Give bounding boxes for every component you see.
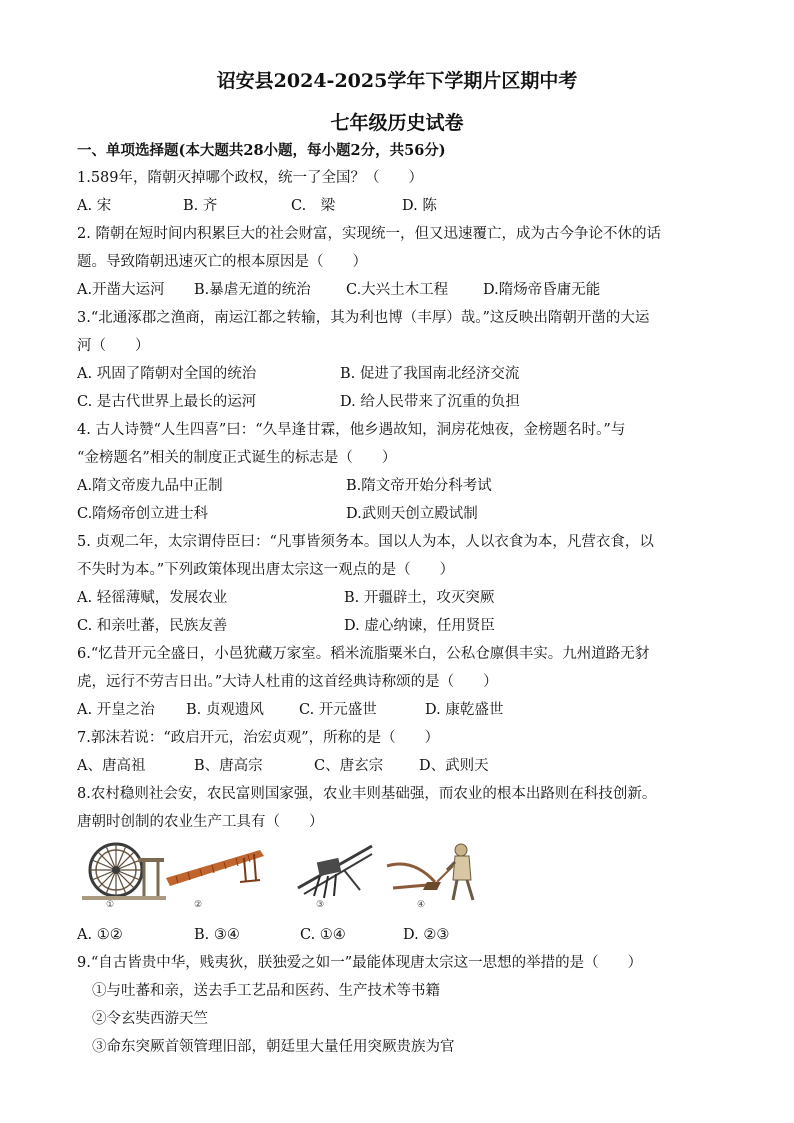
option-c[interactable]: C.隋炀帝创立进士科 [77, 506, 209, 522]
question-8-stem-line2: 唐朝时创制的农业生产工具有（ ） [77, 814, 324, 830]
question-3-stem-line2: 河（ ） [77, 338, 150, 354]
water-wheel-image [78, 838, 168, 908]
question-5-stem-line1: 5. 贞观二年，太宗谓侍臣曰：“凡事皆须务本。国以人为本，人以衣食为本，凡营衣食，以 [77, 534, 654, 550]
section-heading: 一、单项选择题(本大题共28小题，每小题2分，共56分) [77, 142, 446, 159]
option-a[interactable]: A.隋文帝废九品中正制 [77, 478, 223, 494]
option-c[interactable]: C. 是古代世界上最长的运河 [77, 394, 257, 410]
option-b[interactable]: B.隋文帝开始分科考试 [346, 478, 492, 494]
exam-title: 诏安县2024-2025学年下学期片区期中考 [216, 70, 578, 92]
question-9-item-2: ②令玄奘西游天竺 [92, 1011, 208, 1027]
question-9-item-3: ③命东突厥首领管理旧部，朝廷里大量任用突厥贵族为官 [92, 1039, 455, 1055]
exam-subtitle: 七年级历史试卷 [330, 112, 464, 134]
option-c[interactable]: C.大兴土木工程 [346, 282, 449, 298]
option-b[interactable]: B. 贞观遗风 [186, 702, 264, 718]
question-2-stem-line1: 2. 隋朝在短时间内积累巨大的社会财富，实现统一，但又迅速覆亡，成为古今争论不休的话 [77, 226, 661, 242]
option-d[interactable]: D.隋炀帝昏庸无能 [483, 282, 601, 298]
option-d[interactable]: D. ②③ [403, 927, 450, 943]
option-d[interactable]: D. 陈 [402, 198, 437, 214]
option-c[interactable]: C. ①④ [300, 927, 346, 943]
option-a[interactable]: A.开凿大运河 [77, 282, 165, 298]
figure-label-1: ① [106, 900, 115, 910]
option-c[interactable]: C. 和亲吐蕃，民族友善 [77, 618, 228, 634]
option-d[interactable]: D、武则天 [419, 758, 489, 774]
option-d[interactable]: D. 给人民带来了沉重的负担 [340, 394, 520, 410]
option-b[interactable]: B. ③④ [194, 927, 240, 943]
question-2-stem-line2: 题。导致隋朝迅速灭亡的根本原因是（ ） [77, 254, 367, 270]
question-7-stem: 7.郭沫若说：“政启开元，治宏贞观”，所称的是（ ） [77, 730, 440, 746]
option-a[interactable]: A. 开皇之治 [77, 702, 155, 718]
keel-water-lift-icon [164, 838, 268, 908]
question-6-stem-line1: 6.“忆昔开元全盛日，小邑犹藏万家室。稻米流脂粟米白，公私仓廪俱丰实。九州道路无豺 [77, 646, 650, 662]
question-9-stem: 9.“自古皆贵中华，贱夷狄，朕独爱之如一”最能体现唐太宗这一思想的举措的是（ ） [77, 955, 643, 971]
question-3-stem-line1: 3.“北通涿郡之渔商，南运江都之转输，其为利也博（丰厚）哉。”这反映出隋朝开凿的大运 [77, 310, 650, 326]
figure-label-4: ④ [417, 900, 426, 910]
question-4-stem-line2: “金榜题名”相关的制度正式诞生的标志是（ ） [77, 450, 397, 466]
question-9-item-1: ①与吐蕃和亲，送去手工艺品和医药、生产技术等书籍 [92, 983, 440, 999]
keel-water-lift-image [164, 838, 268, 908]
seed-drill-icon [290, 838, 380, 908]
question-4-stem-line1: 4. 古人诗赞“人生四喜”曰：“久旱逢甘霖，他乡遇故知，洞房花烛夜，金榜题名时。”与 [77, 422, 626, 438]
seed-drill-image [290, 838, 380, 908]
option-d[interactable]: D. 康乾盛世 [425, 702, 504, 718]
option-c[interactable]: C、唐玄宗 [314, 758, 384, 774]
option-a[interactable]: A. 巩固了隋朝对全国的统治 [77, 366, 257, 382]
question-1-stem: 1.589年，隋朝灭掉哪个政权，统一了全国？（ ） [77, 170, 424, 186]
option-b[interactable]: B.暴虐无道的统治 [194, 282, 311, 298]
option-d[interactable]: D. 虚心纳谏，任用贤臣 [344, 618, 495, 634]
water-wheel-icon [78, 838, 168, 908]
figure-label-2: ② [194, 900, 203, 910]
option-b[interactable]: B. 促进了我国南北经济交流 [340, 366, 520, 382]
option-c[interactable]: C. 梁 [291, 198, 336, 214]
farm-tools-figure [78, 838, 488, 908]
option-c[interactable]: C. 开元盛世 [299, 702, 377, 718]
option-d[interactable]: D.武则天创立殿试制 [346, 506, 478, 522]
option-a[interactable]: A. 轻徭薄赋，发展农业 [77, 590, 228, 606]
option-b[interactable]: B、唐高宗 [194, 758, 263, 774]
option-a[interactable]: A、唐高祖 [77, 758, 146, 774]
option-a[interactable]: A. ①② [77, 927, 123, 943]
option-b[interactable]: B. 开疆辟土，攻灭突厥 [344, 590, 495, 606]
question-8-stem-line1: 8.农村稳则社会安，农民富则国家强，农业丰则基础强，而农业的根本出路则在科技创新。 [77, 786, 657, 802]
curved-plow-icon [383, 838, 483, 908]
question-5-stem-line2: 不失时为本。”下列政策体现出唐太宗这一观点的是（ ） [77, 562, 455, 578]
figure-label-3: ③ [316, 900, 325, 910]
curved-plow-image [383, 838, 483, 908]
option-a[interactable]: A. 宋 [77, 198, 112, 214]
question-6-stem-line2: 虎，远行不劳吉日出。”大诗人杜甫的这首经典诗称颂的是（ ） [77, 674, 498, 690]
option-b[interactable]: B. 齐 [183, 198, 218, 214]
